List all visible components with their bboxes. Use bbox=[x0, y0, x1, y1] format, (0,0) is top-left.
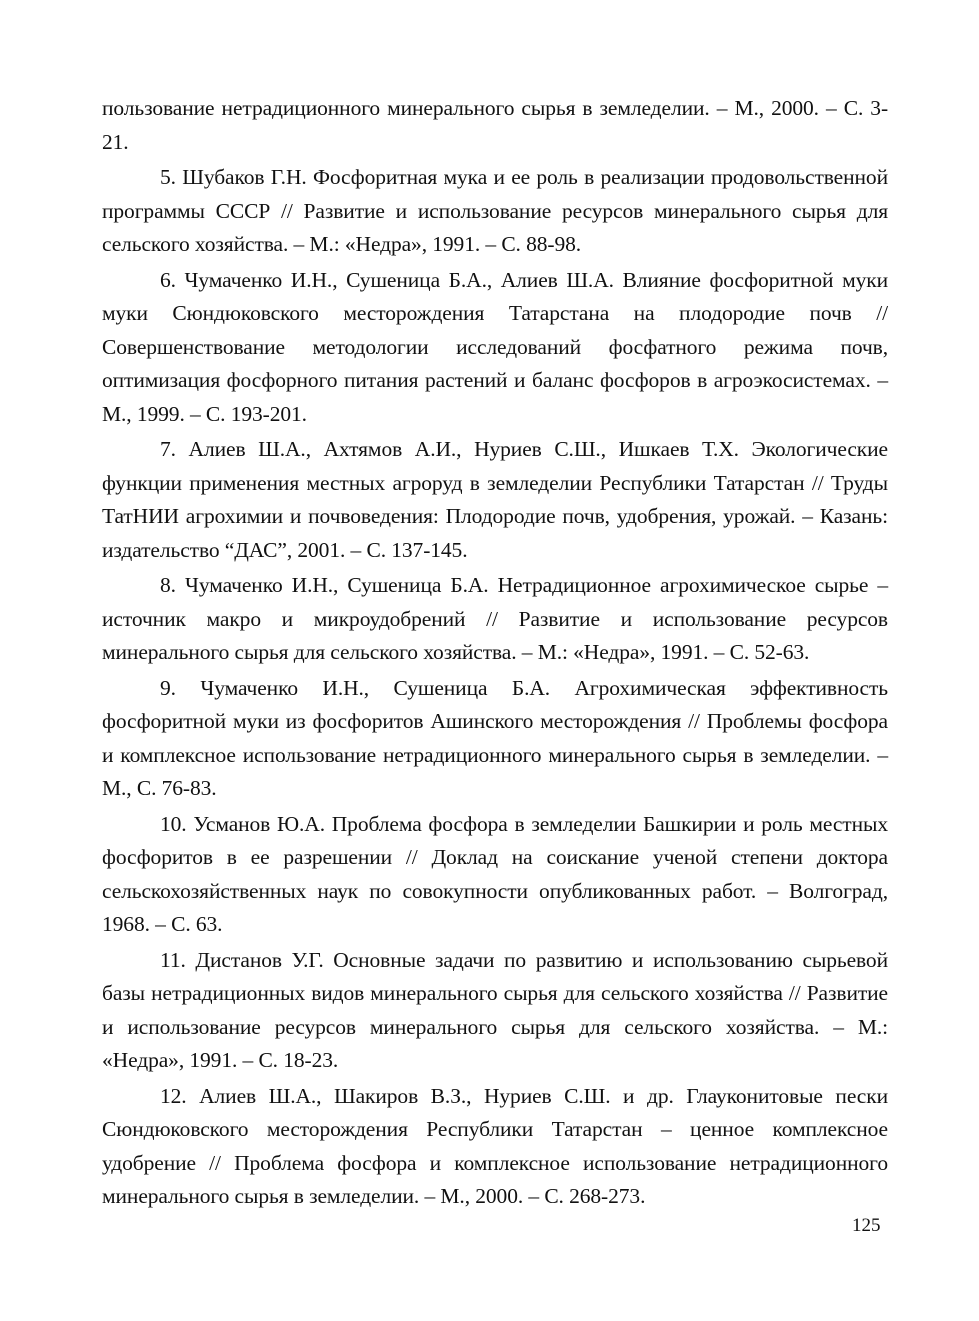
reference-item-8: 8. Чумаченко И.Н., Сушеница Б.А. Нетрадиционное агрохимическое сырье – источник макро и микроудобрений // Развитие и использование ресурсов минерального сырья для сельского хозяйства. – М.: «Недра», 1991. – С. 52-63. bbox=[102, 573, 888, 664]
page-number: 125 bbox=[852, 1215, 881, 1236]
reference-item-11: 11. Дистанов У.Г. Основные задачи по развитию и использованию сырьевой базы нетрадиционных видов минерального сырья для сельского хозяйства // Развитие и использование ресурсов минерального сырья для сельского хозяйства. – М.: «Недра», 1991. – С. 18-23. bbox=[102, 947, 888, 1072]
reference-item-7: 7. Алиев Ш.А., Ахтямов А.И., Нуриев С.Ш., Ишкаев Т.Х. Экологические функции применения местных агроруд в земледелии Республики Татарстан // Труды ТатНИИ агрохимии и почвоведения: Плодородие почв, удобрения, урожай. – Казань: издательство “ДАС”, 2001. – С. 137-145. bbox=[102, 437, 888, 562]
reference-item-9: 9. Чумаченко И.Н., Сушеница Б.А. Агрохимическая эффективность фосфоритной муки из фосфоритов Ашинского месторождения // Проблемы фосфора и комплексное использование нетрадиционного минерального сырья в земледелии. – М., С. 76-83. bbox=[102, 675, 888, 800]
reference-list bbox=[102, 92, 888, 1214]
reference-item-10: 10. Усманов Ю.А. Проблема фосфора в земледелии Башкирии и роль местных фосфоритов в ее разрешении // Доклад на соискание ученой степени доктора сельскохозяйственных наук по совокупности опубликованных работ. – Волгоград, 1968. – С. 63. bbox=[102, 811, 888, 936]
reference-item-5: 5. Шубаков Г.Н. Фосфоритная мука и ее роль в реализации продовольственной программы СССР // Развитие и использование ресурсов минерального сырья для сельского хозяйства. – М.: «Недра», 1991. – С. 88-98. bbox=[102, 165, 888, 256]
reference-item-12: 12. Алиев Ш.А., Шакиров В.З., Нуриев С.Ш. и др. Глауконитовые пески Сюндюковского месторождения Республики Татарстан – ценное комплексное удобрение // Проблема фосфора и комплексное использование нетрадиционного минерального сырья в земледелии. – М., 2000. – С. 268-273. bbox=[102, 1083, 888, 1208]
reference-continuation: пользование нетрадиционного минерального сырья в земледелии. – М., 2000. – С. 3-21. bbox=[102, 96, 888, 154]
reference-item-6: 6. Чумаченко И.Н., Сушеница Б.А., Алиев Ш.А. Влияние фосфоритной муки муки Сюндюковского месторождения Татарстана на плодородие почв // Совершенствование методологии исследований фосфатного режима почв, оптимизация фосфорного питания растений и баланс фосфоров в агроэкосистемах. – М., 1999. – С. 193-201. bbox=[102, 267, 888, 426]
